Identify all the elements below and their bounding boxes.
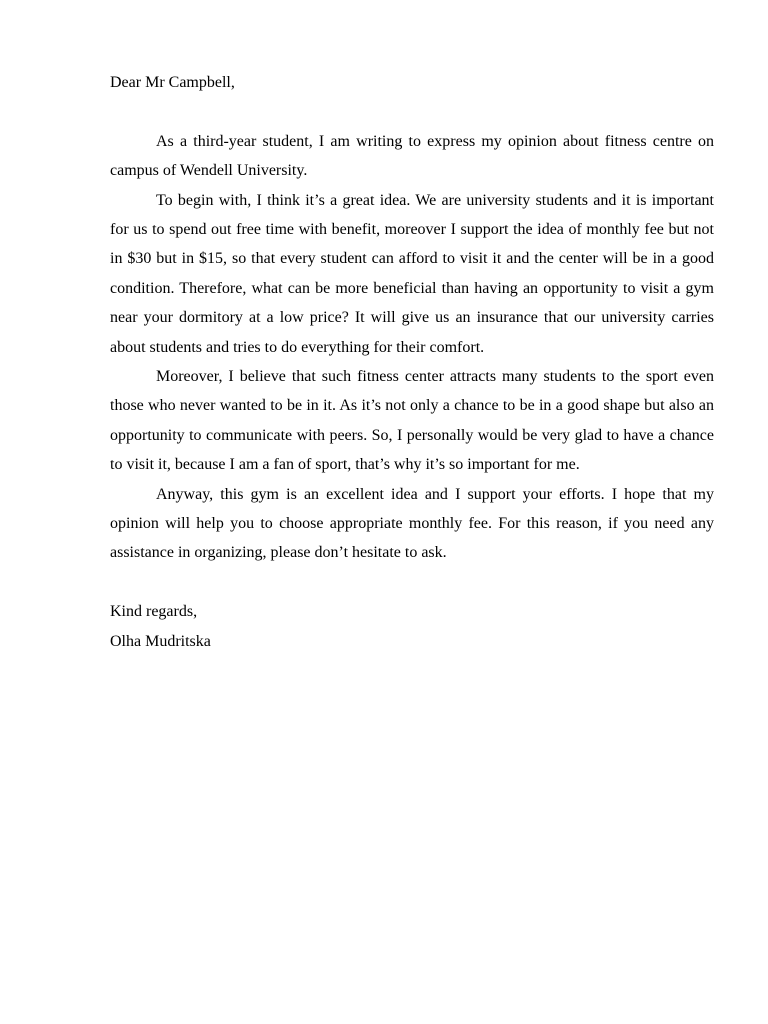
blank-line <box>110 97 714 126</box>
paragraph-4: Anyway, this gym is an excellent idea and I support your efforts. I hope that my opinion will help you to choose appropriate monthly fee. For this reason, if you need any assistance in organizing, please don’t hesitate to ask. <box>110 485 714 562</box>
signature-name: Olha Mudritska <box>110 632 211 650</box>
blank-line <box>110 568 714 597</box>
letter-body <box>110 68 714 656</box>
paragraph-2: To begin with, I think it’s a great idea. We are university students and it is important for us to spend out free time with benefit, moreover I support the idea of monthly fee but not in $30 but in $15, so that every student can afford to visit it and the center will be in a good condition. Therefore, what can be more beneficial than having an opportunity to visit a gym near your dormitory at a low price? It will give us an insurance that our university carries about students and tries to do everything for their comfort. <box>110 191 714 356</box>
closing: Kind regards, <box>110 603 198 621</box>
paragraph-1: As a third-year student, I am writing to express my opinion about fitness centre on campus of Wendell University. <box>110 132 714 180</box>
salutation: Dear Mr Campbell, <box>110 74 235 91</box>
paragraph-3: Moreover, I believe that such fitness center attracts many students to the sport even those who never wanted to be in it. As it’s not only a chance to be in a good shape but also an opportunity to communicate with peers. So, I personally would be very glad to have a chance to visit it, because I am a fan of sport, that’s why it’s so important for me. <box>110 368 714 474</box>
